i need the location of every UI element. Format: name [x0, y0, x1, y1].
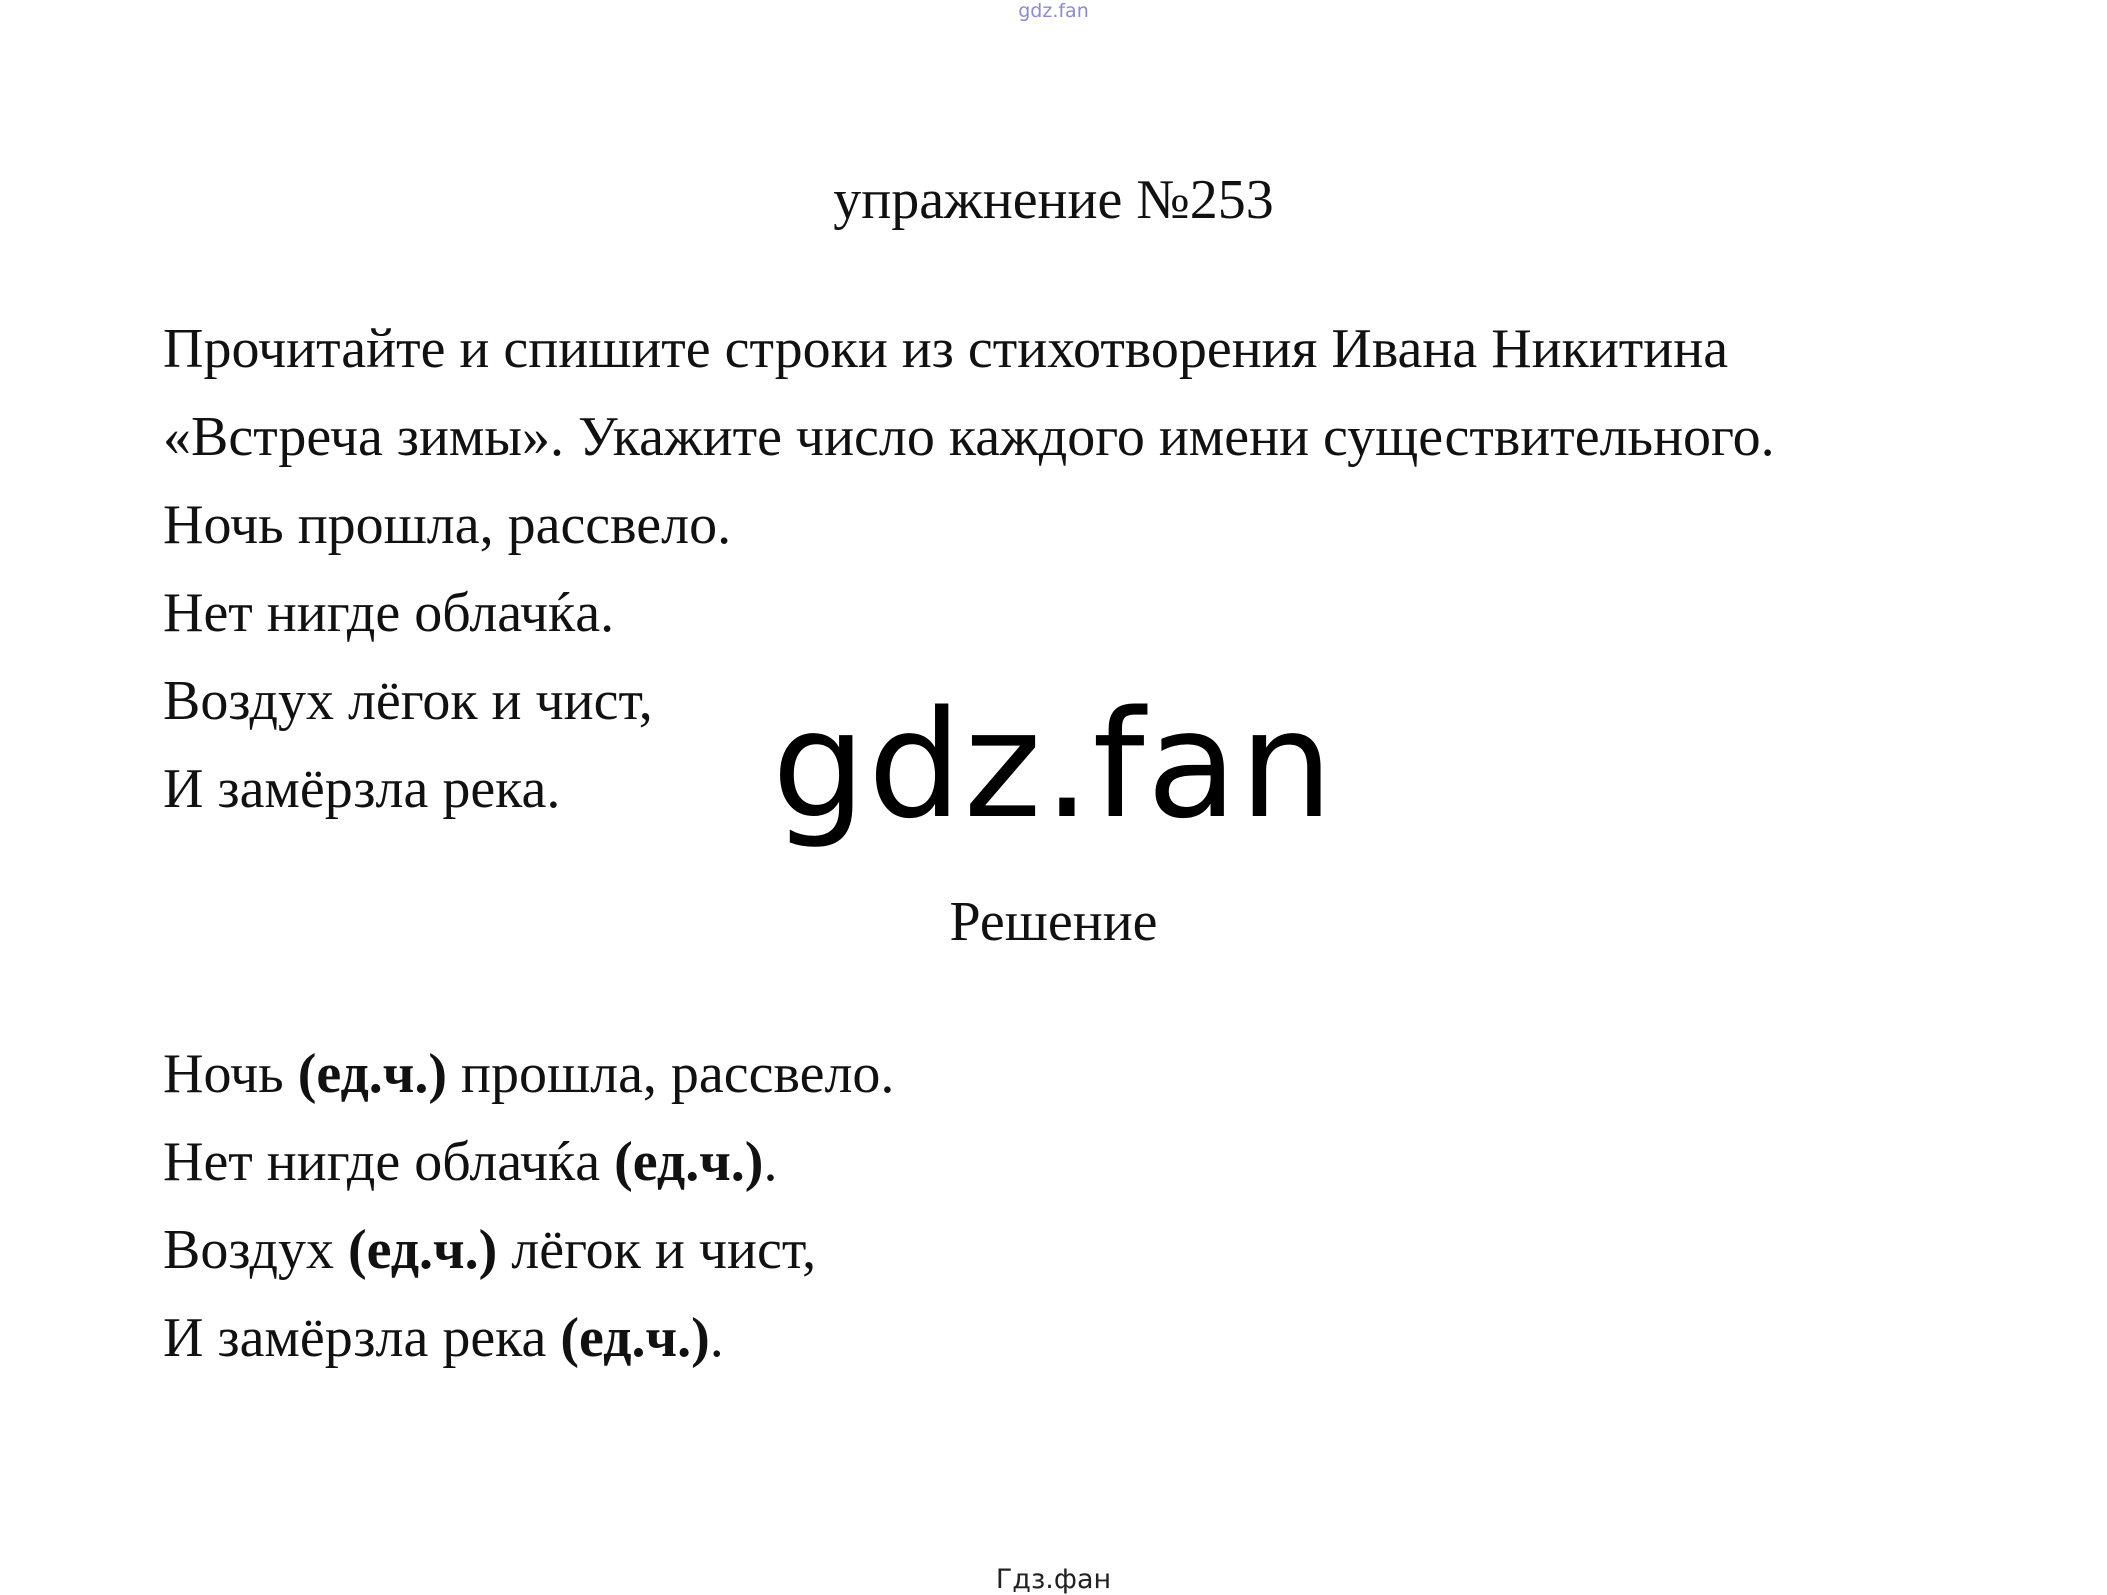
number-mark: (ед.ч.)	[347, 1219, 498, 1281]
answer-text-after: .	[763, 1131, 778, 1193]
task-line: «Встреча зимы». Укажите число каждого имени существительного.	[163, 406, 1775, 468]
number-mark: (ед.ч.)	[297, 1043, 448, 1105]
poem-line: И замёрзла река.	[163, 758, 561, 820]
footer-text: Гдз.фан	[995, 1564, 1112, 1595]
answer-line	[163, 1206, 1963, 1294]
poem-line: Воздух лёгок и чист,	[163, 670, 653, 732]
task-line: Прочитайте и спишите строки из стихотворения Ивана Никитина	[163, 318, 1729, 380]
answer-text-before: И замёрзла река	[163, 1307, 561, 1369]
answer-text-after: лёгок и чист,	[497, 1219, 817, 1281]
answer-text-after: .	[709, 1307, 724, 1369]
answer-line	[163, 1294, 1963, 1382]
solution-title: Решение	[949, 891, 1158, 953]
answer-block	[163, 1030, 1963, 1382]
poem-line: Нет нигде облачќа.	[163, 582, 615, 644]
answer-line	[163, 1030, 1963, 1118]
answer-text-before: Нет нигде облачќа	[163, 1131, 615, 1193]
number-mark: (ед.ч.)	[614, 1131, 764, 1193]
answer-line	[163, 1118, 1963, 1206]
exercise-title: упражнение №253	[833, 169, 1274, 231]
answer-text-after: прошла, рассвело.	[447, 1043, 895, 1105]
number-mark: (ед.ч.)	[560, 1307, 710, 1369]
answer-text-before: Ночь	[163, 1043, 298, 1105]
poem-line: Ночь прошла, рассвело.	[163, 494, 732, 556]
site-mark-top: gdz.fan	[1018, 0, 1089, 22]
answer-text-before: Воздух	[163, 1219, 348, 1281]
watermark: gdz.fan	[771, 679, 1336, 851]
